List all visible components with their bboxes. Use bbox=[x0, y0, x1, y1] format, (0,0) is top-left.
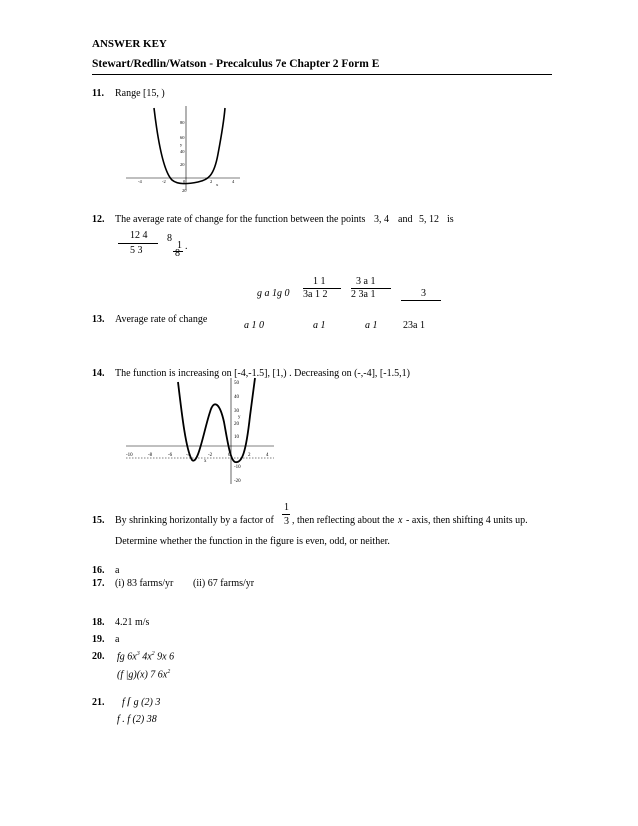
q13-a10: a 1 0 bbox=[244, 320, 264, 331]
q12-frac-denominator: 5 3 bbox=[130, 245, 143, 256]
q13-f3-bar bbox=[401, 300, 441, 301]
q14-xtick-6: 0 bbox=[228, 453, 231, 458]
q11-ytick-80: 80 bbox=[180, 120, 185, 125]
q14-text: The function is increasing on [-4,-1.5], [1,) . Decreasing on (-,-4], [-1.5,1) bbox=[115, 368, 410, 379]
q15-number: 15. bbox=[92, 515, 105, 526]
q21-line2: f . f (2) 38 bbox=[117, 714, 157, 725]
q20-sup-3: 3 bbox=[136, 651, 140, 657]
q20-sup-2b: 2 bbox=[167, 669, 171, 675]
q20-line2-pre: (f |g)(x) 7 6x bbox=[117, 669, 168, 681]
q13-f2-denominator: 2 3a 1 bbox=[351, 289, 376, 300]
q13-number: 13. bbox=[92, 314, 105, 325]
q12-point-1: 3, 4 bbox=[374, 214, 389, 225]
q19-answer: a bbox=[115, 634, 120, 645]
q15-line1-b: , then reflecting about the bbox=[292, 515, 395, 526]
q17-part-2: (ii) 67 farms/yr bbox=[193, 578, 255, 589]
q19-number: 19. bbox=[92, 634, 105, 645]
q14-graph bbox=[120, 376, 280, 486]
q13-g-expression: g a 1g 0 bbox=[257, 288, 290, 299]
q20-sup-2a: 2 bbox=[151, 651, 155, 657]
q13-f3-numerator: 3 bbox=[421, 288, 426, 299]
page-title: Stewart/Redlin/Watson - Precalculus 7e Chapter 2 Form E bbox=[92, 58, 380, 70]
q21-line1: f ⌈ g (2) 3 bbox=[122, 697, 161, 708]
q11-xtick-5: 4 bbox=[232, 179, 235, 184]
q15-frac-bar bbox=[282, 514, 290, 515]
q20-line1 bbox=[117, 651, 174, 662]
q14-curve bbox=[178, 378, 255, 462]
q15-line1-a: By shrinking horizontally by a factor of bbox=[115, 515, 274, 526]
q13-f1-numerator: 1 1 bbox=[313, 276, 326, 287]
q11-ytick-60: 60 bbox=[180, 135, 185, 140]
q13-result: 23a 1 bbox=[403, 320, 425, 331]
q14-ytick-40: 40 bbox=[234, 395, 239, 400]
q11-graph bbox=[118, 102, 248, 196]
q14-xtick-1: -10 bbox=[126, 453, 133, 458]
q12-and: and bbox=[398, 214, 413, 225]
q11-answer: Range [15, ) bbox=[115, 88, 165, 99]
q12-number: 12. bbox=[92, 214, 105, 225]
q14-xtick-7: 2 bbox=[248, 453, 251, 458]
q20-line1-mid: 4x bbox=[139, 651, 152, 663]
q15-line2: Determine whether the function in the figure is even, odd, or neither. bbox=[115, 536, 390, 547]
q14-xtick-4: -4 bbox=[186, 453, 191, 458]
q12-period: . bbox=[185, 241, 188, 252]
q14-y-label: y bbox=[238, 415, 241, 420]
q13-a1-second: a 1 bbox=[365, 320, 378, 331]
q11-curve bbox=[154, 108, 225, 184]
q12-one: 1 bbox=[177, 240, 182, 251]
q13-f2-numerator: 3 a 1 bbox=[356, 276, 376, 287]
q12-is: is bbox=[447, 214, 454, 225]
q13-a1-first: a 1 bbox=[313, 320, 326, 331]
q14-ytick-20: 20 bbox=[234, 422, 239, 427]
q14-xtick-8: 4 bbox=[266, 453, 269, 458]
q14-xtick-2: -8 bbox=[148, 453, 153, 458]
q11-y-label: y bbox=[180, 142, 183, 147]
q14-ytick-neg20: -20 bbox=[234, 479, 241, 484]
q12-eight: 8 bbox=[167, 233, 172, 244]
q20-line1-pre: fg 6x bbox=[117, 651, 137, 663]
q11-xtick-1: -4 bbox=[138, 179, 142, 184]
q12-frac-bar bbox=[118, 243, 158, 244]
q11-ytick-40: 40 bbox=[180, 149, 185, 154]
q11-x-label: x bbox=[216, 182, 219, 187]
q17-part-1: (i) 83 farms/yr bbox=[115, 578, 174, 589]
q12-point-2: 5, 12 bbox=[419, 214, 439, 225]
q11-number: 11. bbox=[92, 88, 104, 99]
q12-text: The average rate of change for the function between the points bbox=[115, 214, 366, 225]
q20-number: 20. bbox=[92, 651, 105, 662]
q17-number: 17. bbox=[92, 578, 105, 589]
q14-ytick-50: 50 bbox=[234, 381, 239, 386]
q18-number: 18. bbox=[92, 617, 105, 628]
title-rule bbox=[92, 74, 552, 75]
q12-eight-den: 8 bbox=[175, 248, 180, 259]
q11-xtick-2: -2 bbox=[162, 179, 166, 184]
q14-xtick-3: -6 bbox=[168, 453, 173, 458]
q16-number: 16. bbox=[92, 565, 105, 576]
q15-x: x bbox=[398, 515, 403, 526]
q15-frac-numerator: 1 bbox=[284, 502, 289, 513]
q16-answer: a bbox=[115, 565, 120, 576]
q15-line1-c: - axis, then shifting 4 units up. bbox=[406, 515, 528, 526]
q20-line2 bbox=[117, 669, 170, 680]
q14-ytick-neg10: -10 bbox=[234, 465, 241, 470]
q20-line1-post: 9x 6 bbox=[154, 651, 175, 663]
q13-f1-denominator: 3a 1 2 bbox=[303, 289, 328, 300]
q14-ytick-10: 10 bbox=[234, 435, 239, 440]
q11-xtick-3: 0 bbox=[183, 179, 186, 184]
q18-answer: 4.21 m/s bbox=[115, 617, 150, 628]
q14-number: 14. bbox=[92, 368, 105, 379]
q14-ytick-30: 30 bbox=[234, 409, 239, 414]
q21-number: 21. bbox=[92, 697, 105, 708]
answer-key-label: ANSWER KEY bbox=[92, 38, 167, 50]
q11-ytick-neg: 20 bbox=[182, 188, 187, 193]
q12-frac-numerator: 12 4 bbox=[130, 230, 148, 241]
q15-frac-denominator: 3 bbox=[284, 516, 289, 527]
q13-text: Average rate of change bbox=[115, 314, 208, 325]
q14-xtick-5: -2 bbox=[208, 453, 213, 458]
q11-xtick-4: 2 bbox=[210, 179, 213, 184]
q11-ytick-20: 20 bbox=[180, 162, 185, 167]
q14-x-label: x bbox=[204, 459, 207, 464]
